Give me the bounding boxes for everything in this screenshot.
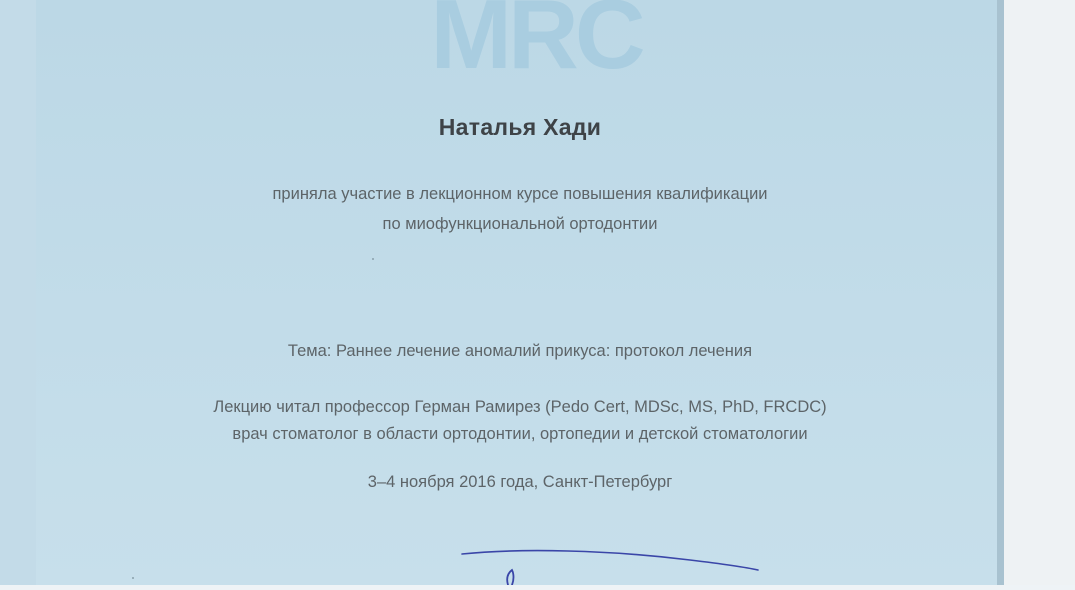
paper-speck bbox=[132, 577, 134, 579]
sheet-right-border bbox=[997, 0, 1004, 585]
mrc-logo-text: MRC bbox=[430, 0, 642, 78]
recipient-name: Наталья Хади bbox=[438, 114, 602, 140]
left-margin-strip bbox=[0, 0, 36, 585]
handwritten-signature bbox=[440, 540, 760, 585]
certificate-sheet bbox=[36, 0, 1004, 585]
right-margin bbox=[1004, 0, 1075, 585]
paper-speck bbox=[372, 258, 374, 260]
mrc-logo bbox=[418, 0, 654, 78]
date-place-line: 3–4 ноября 2016 года, Санкт-Петербург bbox=[367, 473, 673, 491]
course-line-2: по миофункциональной ортодонтии bbox=[382, 215, 658, 233]
lecturer-line-1: Лекцию читал профессор Герман Рамирез (Pedo Cert, MDSc, MS, PhD, FRCDC) bbox=[213, 398, 827, 416]
topic-line: Тема: Раннее лечение аномалий прикуса: протокол лечения bbox=[287, 342, 753, 360]
course-line-1: приняла участие в лекционном курсе повышения квалификации bbox=[272, 185, 768, 203]
lecturer-line-2: врач стоматолог в области ортодонтии, ортопедии и детской стоматологии bbox=[232, 425, 808, 443]
